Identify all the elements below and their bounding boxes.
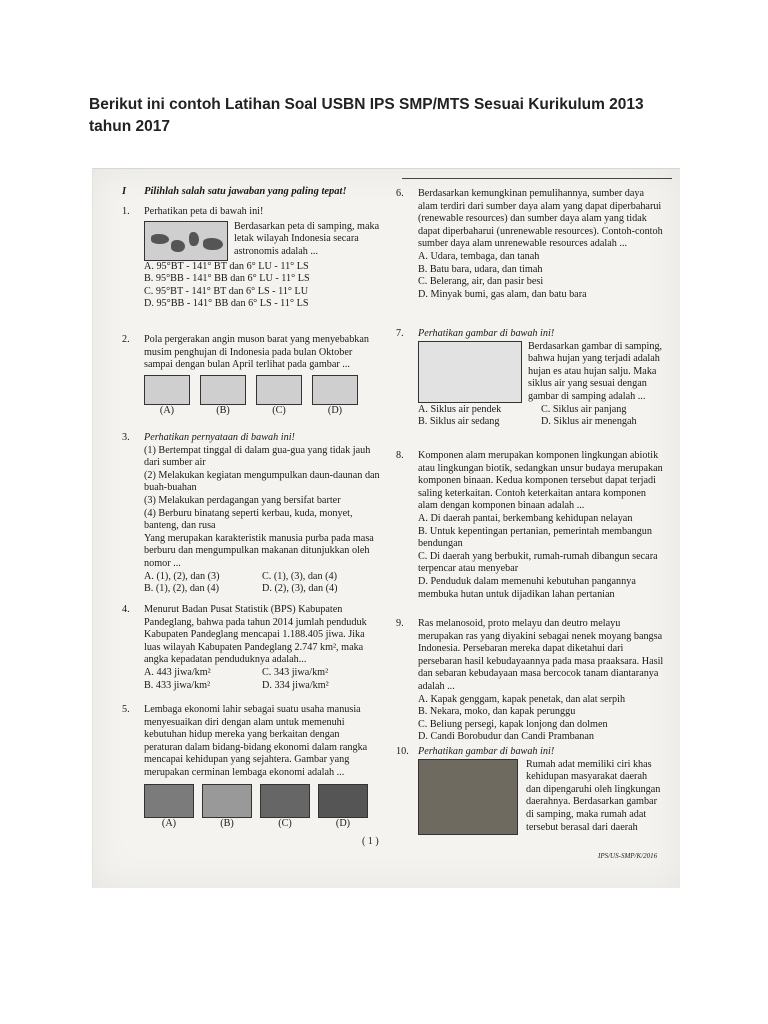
- question-4: [122, 604, 380, 692]
- indonesia-map-image: [144, 221, 228, 261]
- wind-map-c-image: [256, 375, 302, 405]
- option-d[interactable]: D. Siklus air menengah: [541, 416, 637, 428]
- post-title: Berikut ini contoh Latihan Soal USBN IPS SMP/MTS Sesuai Kurikulum 2013 tahun 2017: [89, 96, 644, 135]
- question-number: 1.: [122, 206, 130, 217]
- question-1: [122, 206, 380, 311]
- option-a[interactable]: A. (1), (2), dan (3): [144, 570, 220, 582]
- question-number: 6.: [396, 188, 404, 199]
- option-d[interactable]: D. 95°BB - 141° BB dan 6° LS - 11° LS: [144, 298, 309, 310]
- option-d[interactable]: D. (2), (3), dan (4): [262, 583, 338, 595]
- image-label-a: (A): [161, 817, 177, 829]
- image-label-b: (B): [220, 817, 234, 829]
- question-number: 7.: [396, 328, 404, 339]
- image-label-b: (B): [216, 404, 230, 416]
- question-number: 10.: [396, 746, 409, 757]
- question-stem: Lembaga ekonomi lahir sebagai suatu usaha manusia menyesuaikan diri dengan alam untuk memenuhi kebutuhan hidup mereka yang berkaitan dengan peraturan dalam bidang-bidang ekonomi dalam rangka mencapai kehidupan yang sejahtera. Gambar yang merupakan cerminan lembaga ekonomi adalah ...: [144, 704, 368, 778]
- option-d[interactable]: D. 334 jiwa/km²: [262, 679, 329, 691]
- question-stem: Berdasarkan peta di samping, maka letak wilayah Indonesia secara astronomis adalah ...: [234, 220, 380, 257]
- option-c[interactable]: C. Di daerah yang berbukit, rumah-rumah dibangun secara terpencar atau menyebar: [418, 550, 658, 575]
- statement-4: (4) Berburu binatang seperti kerbau, kuda, monyet, banteng, dan rusa: [144, 507, 353, 532]
- instruction-text: Pilihlah salah satu jawaban yang paling tepat!: [144, 186, 347, 197]
- question-10: [396, 746, 664, 835]
- option-b[interactable]: B. Siklus air sedang: [418, 416, 500, 428]
- option-a[interactable]: A. 95°BT - 141° BT dan 6° LU - 11° LS: [144, 260, 309, 272]
- question-stem: Rumah adat memiliki ciri khas kehidupan masyarakat daerah dan dipengaruhi oleh lingkungan daerahnya. Berdasarkan gambar di samping, maka rumah adat tersebut berasal dari daerah: [526, 758, 661, 833]
- question-stem: Ras melanosoid, proto melayu dan deutro melayu merupakan ras yang diyakini sebagai nenek moyang bangsa Indonesia. Persebaran mereka dapat diketahui dari persebaran hasil kebudayaannya pada masa praaksara. Hasil dan sebaran kebudayaan masa bercocok tanam diantaranya adalah ...: [418, 618, 664, 692]
- option-a[interactable]: A. Di daerah pantai, berkembang kehidupan nelayan: [418, 512, 633, 524]
- water-cycle-image: [418, 341, 522, 403]
- option-b[interactable]: B. Untuk kepentingan pertanian, pemerintah membangun bendungan: [418, 525, 652, 550]
- option-d[interactable]: D. Candi Borobudur dan Candi Prambanan: [418, 731, 594, 743]
- question-stem: Berdasarkan gambar di samping, bahwa hujan yang terjadi adalah hujan es atau hujan salju. Maka siklus air yang sesuai dengan gambar di samping adalah ...: [528, 340, 663, 402]
- option-b[interactable]: B. Batu bara, udara, dan timah: [418, 263, 543, 275]
- question-lead: Perhatikan gambar di bawah ini!: [418, 328, 555, 339]
- institution-a-image: [144, 784, 194, 818]
- question-number: 3.: [122, 432, 130, 443]
- option-b[interactable]: B. 433 jiwa/km²: [144, 679, 211, 691]
- section-number: I: [122, 186, 127, 197]
- option-d[interactable]: D. Penduduk dalam memenuhi kebutuhan pangannya membuka hutan untuk dijadikan lahan pertanian: [418, 575, 636, 600]
- question-6: [396, 188, 664, 301]
- question-7: [396, 328, 664, 429]
- option-c[interactable]: C. Beliung persegi, kapak lonjong dan dolmen: [418, 718, 608, 730]
- page-number: ( 1 ): [362, 836, 379, 847]
- institution-c-image: [260, 784, 310, 818]
- question-lead: Perhatikan gambar di bawah ini!: [418, 746, 555, 757]
- question-8: [396, 450, 664, 601]
- question-number: 9.: [396, 618, 404, 629]
- question-stem: Menurut Badan Pusat Statistik (BPS) Kabupaten Pandeglang, bahwa pada tahun 2014 jumlah penduduk Kabupaten Pandeglang mencapai 1.188.405 jiwa. Jika luas wilayah Kabupaten Pandeglang 2.747 km², maka angka kepadatan penduduknya adalah...: [144, 604, 367, 666]
- statement-1: (1) Bertempat tinggal di dalam gua-gua yang tidak jauh dari sumber air: [144, 444, 371, 469]
- question-5: [122, 704, 380, 830]
- question-stem: Pola pergerakan angin muson barat yang menyebabkan musim penghujan di Indonesia pada bulan Oktober sampai dengan bulan April terlihat pada gambar ...: [144, 334, 369, 371]
- option-a[interactable]: A. 443 jiwa/km²: [144, 666, 211, 678]
- option-a[interactable]: A. Kapak genggam, kapak penetak, dan alat serpih: [418, 693, 626, 705]
- question-lead: Perhatikan peta di bawah ini!: [144, 206, 264, 217]
- question-2: [122, 334, 380, 417]
- question-number: 2.: [122, 334, 130, 345]
- question-stem: Yang merupakan karakteristik manusia purba pada masa berburu dan mengumpulkan makanan ditunjukkan oleh nomor ...: [144, 532, 374, 569]
- traditional-house-image: [418, 759, 518, 835]
- option-d[interactable]: D. Minyak bumi, gas alam, dan batu bara: [418, 288, 587, 300]
- question-number: 4.: [122, 604, 130, 615]
- wind-map-b-image: [200, 375, 246, 405]
- wind-map-a-image: [144, 375, 190, 405]
- document-code: IPS/US-SMP/K/2016: [598, 852, 658, 860]
- wind-map-d-image: [312, 375, 358, 405]
- image-label-d: (D): [327, 404, 343, 416]
- institution-b-image: [202, 784, 252, 818]
- question-number: 5.: [122, 704, 130, 715]
- image-label-a: (A): [159, 404, 175, 416]
- option-c[interactable]: C. Belerang, air, dan pasir besi: [418, 276, 544, 288]
- institution-d-image: [318, 784, 368, 818]
- option-c[interactable]: C. Siklus air panjang: [541, 403, 627, 415]
- question-stem: Komponen alam merupakan komponen lingkungan abiotik atau lingkungan biotik, sedangkan unsur budaya merupakan komponen binaan. Kedua komponen tersebut dapat terjadi saling keterkaitan. Contoh keterkaitan antara komponen alam dengan komponen binaan adalah ...: [418, 450, 663, 512]
- option-a[interactable]: A. Udara, tembaga, dan tanah: [418, 250, 540, 262]
- image-label-c: (C): [278, 817, 292, 829]
- option-c[interactable]: C. 343 jiwa/km²: [262, 666, 329, 678]
- option-b[interactable]: B. 95°BB - 141° BB dan 6° LU - 11° LS: [144, 273, 310, 285]
- top-rule: [402, 178, 672, 179]
- option-c[interactable]: C. (1), (3), dan (4): [262, 570, 337, 582]
- question-3: [122, 432, 380, 596]
- scanned-exam-page: [92, 168, 680, 888]
- image-label-d: (D): [335, 817, 351, 829]
- question-9: [396, 618, 664, 744]
- statement-2: (2) Melakukan kegiatan mengumpulkan daun-daunan dan buah-buahan: [144, 469, 380, 494]
- question-number: 8.: [396, 450, 404, 461]
- option-b[interactable]: B. (1), (2), dan (4): [144, 583, 219, 595]
- question-lead: Perhatikan pernyataan di bawah ini!: [144, 432, 295, 443]
- image-label-c: (C): [272, 404, 286, 416]
- question-stem: Berdasarkan kemungkinan pemulihannya, sumber daya alam terdiri dari sumber daya alam yang dapat diperbaharui (renewable resources) dan sumber daya alam yang tidak dapat diperbaharui (unrenewable resources). Contoh-contoh sumber daya alam unrenewable resources adalah ...: [418, 188, 663, 250]
- option-c[interactable]: C. 95°BT - 141° BT dan 6° LS - 11° LU: [144, 285, 309, 297]
- option-a[interactable]: A. Siklus air pendek: [418, 403, 502, 415]
- option-b[interactable]: B. Nekara, moko, dan kapak perunggu: [418, 706, 576, 718]
- instruction: [122, 186, 382, 199]
- statement-3: (3) Melakukan perdagangan yang bersifat barter: [144, 494, 341, 506]
